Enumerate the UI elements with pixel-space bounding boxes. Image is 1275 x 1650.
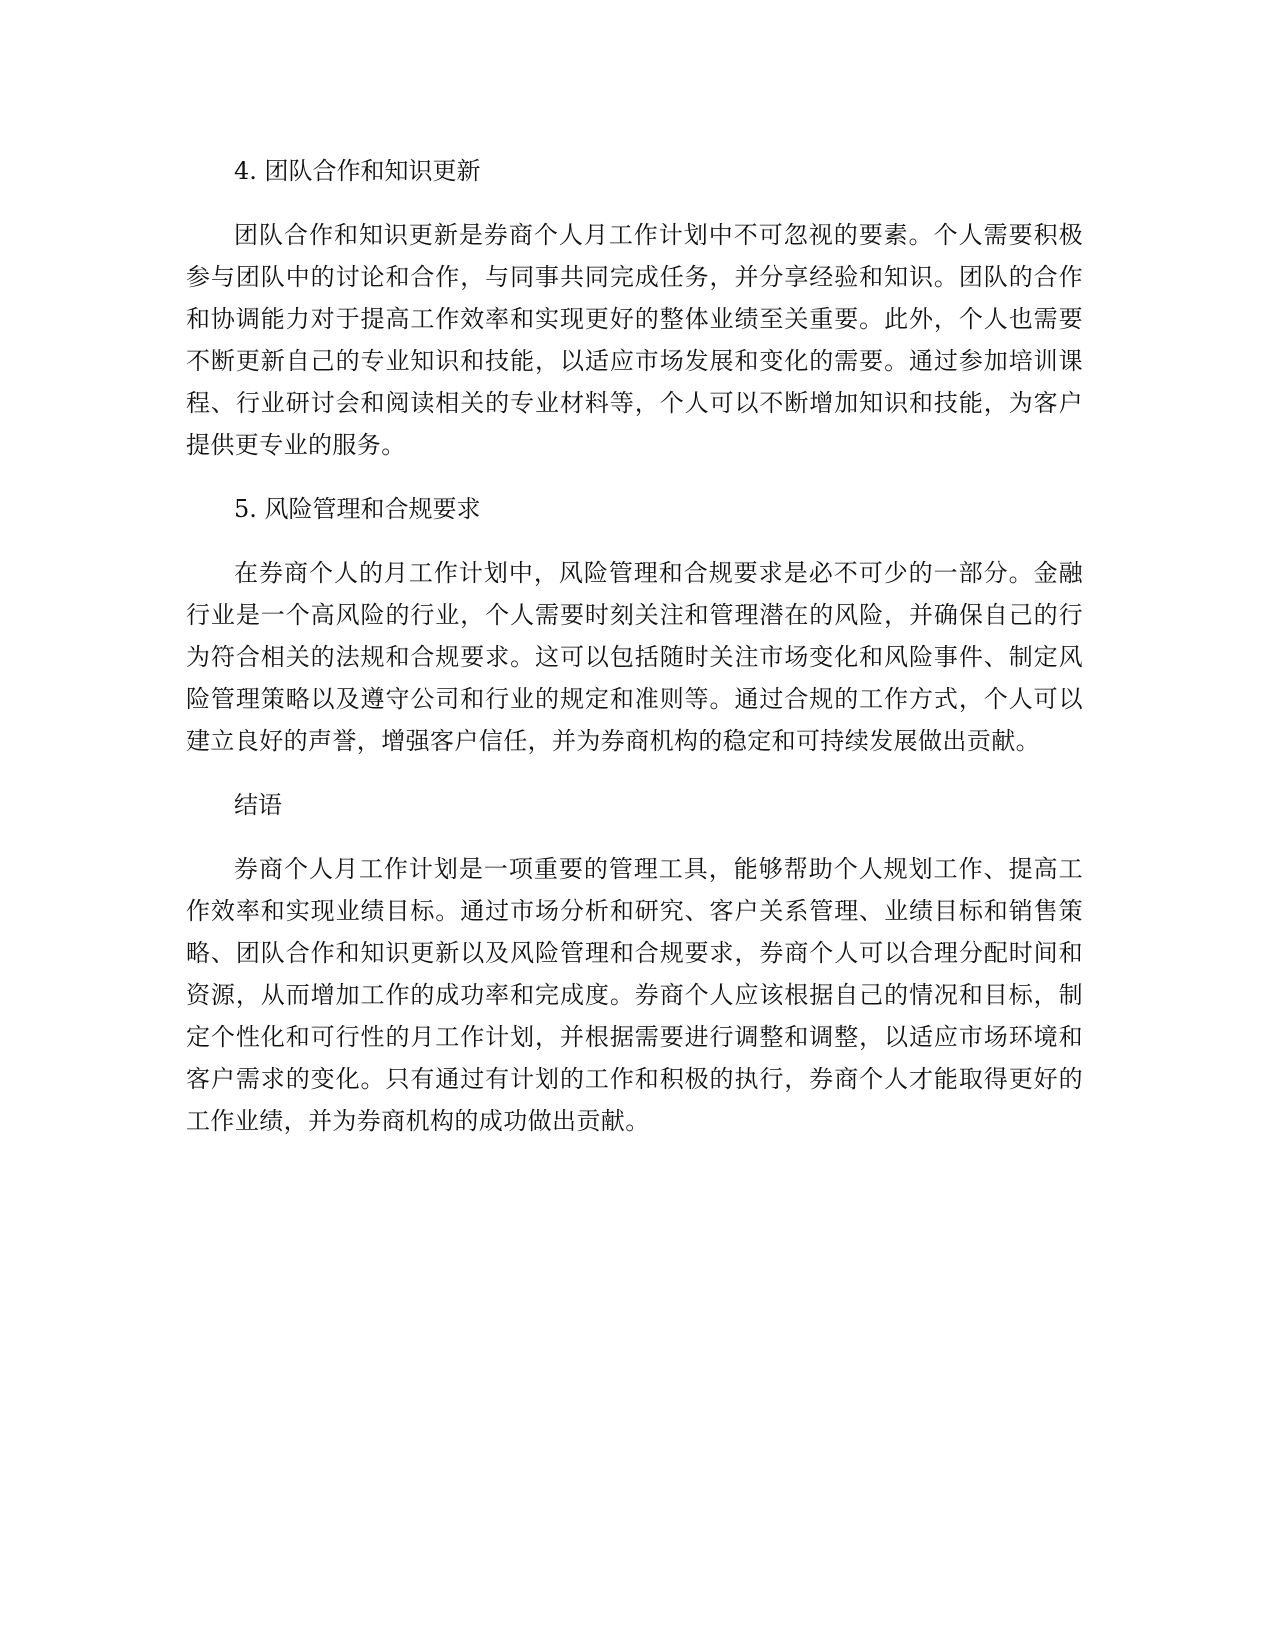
- section-risk-compliance: [186, 488, 1083, 762]
- section-heading: 结语: [234, 791, 282, 819]
- section-heading: 5. 风险管理和合规要求: [234, 495, 481, 523]
- section-team-collaboration: [186, 150, 1083, 466]
- section-paragraph: 在券商个人的月工作计划中，风险管理和合规要求是必不可少的一部分。金融行业是一个高风险的行业，个人需要时刻关注和管理潜在的风险，并确保自己的行为符合相关的法规和合规要求。这可以包括随时关注市场变化和风险事件、制定风险管理策略以及遵守公司和行业的规定和准则等。通过合规的工作方式，个人可以建立良好的声誉，增强客户信任，并为券商机构的稳定和可持续发展做出贡献。: [186, 559, 1083, 755]
- section-paragraph: 团队合作和知识更新是券商个人月工作计划中不可忽视的要素。个人需要积极参与团队中的讨论和合作，与同事共同完成任务，并分享经验和知识。团队的合作和协调能力对于提高工作效率和实现更好的整体业绩至关重要。此外，个人也需要不断更新自己的专业知识和技能，以适应市场发展和变化的需要。通过参加培训课程、行业研讨会和阅读相关的专业材料等，个人可以不断增加知识和技能，为客户提供更专业的服务。: [186, 221, 1083, 459]
- section-heading: 4. 团队合作和知识更新: [234, 157, 481, 185]
- section-conclusion: [186, 784, 1083, 1142]
- document-body: [186, 150, 1083, 1164]
- section-paragraph: 券商个人月工作计划是一项重要的管理工具，能够帮助个人规划工作、提高工作效率和实现业绩目标。通过市场分析和研究、客户关系管理、业绩目标和销售策略、团队合作和知识更新以及风险管理和合规要求，券商个人可以合理分配时间和资源，从而增加工作的成功率和完成度。券商个人应该根据自己的情况和目标，制定个性化和可行性的月工作计划，并根据需要进行调整和调整，以适应市场环境和客户需求的变化。只有通过有计划的工作和积极的执行，券商个人才能取得更好的工作业绩，并为券商机构的成功做出贡献。: [186, 855, 1083, 1135]
